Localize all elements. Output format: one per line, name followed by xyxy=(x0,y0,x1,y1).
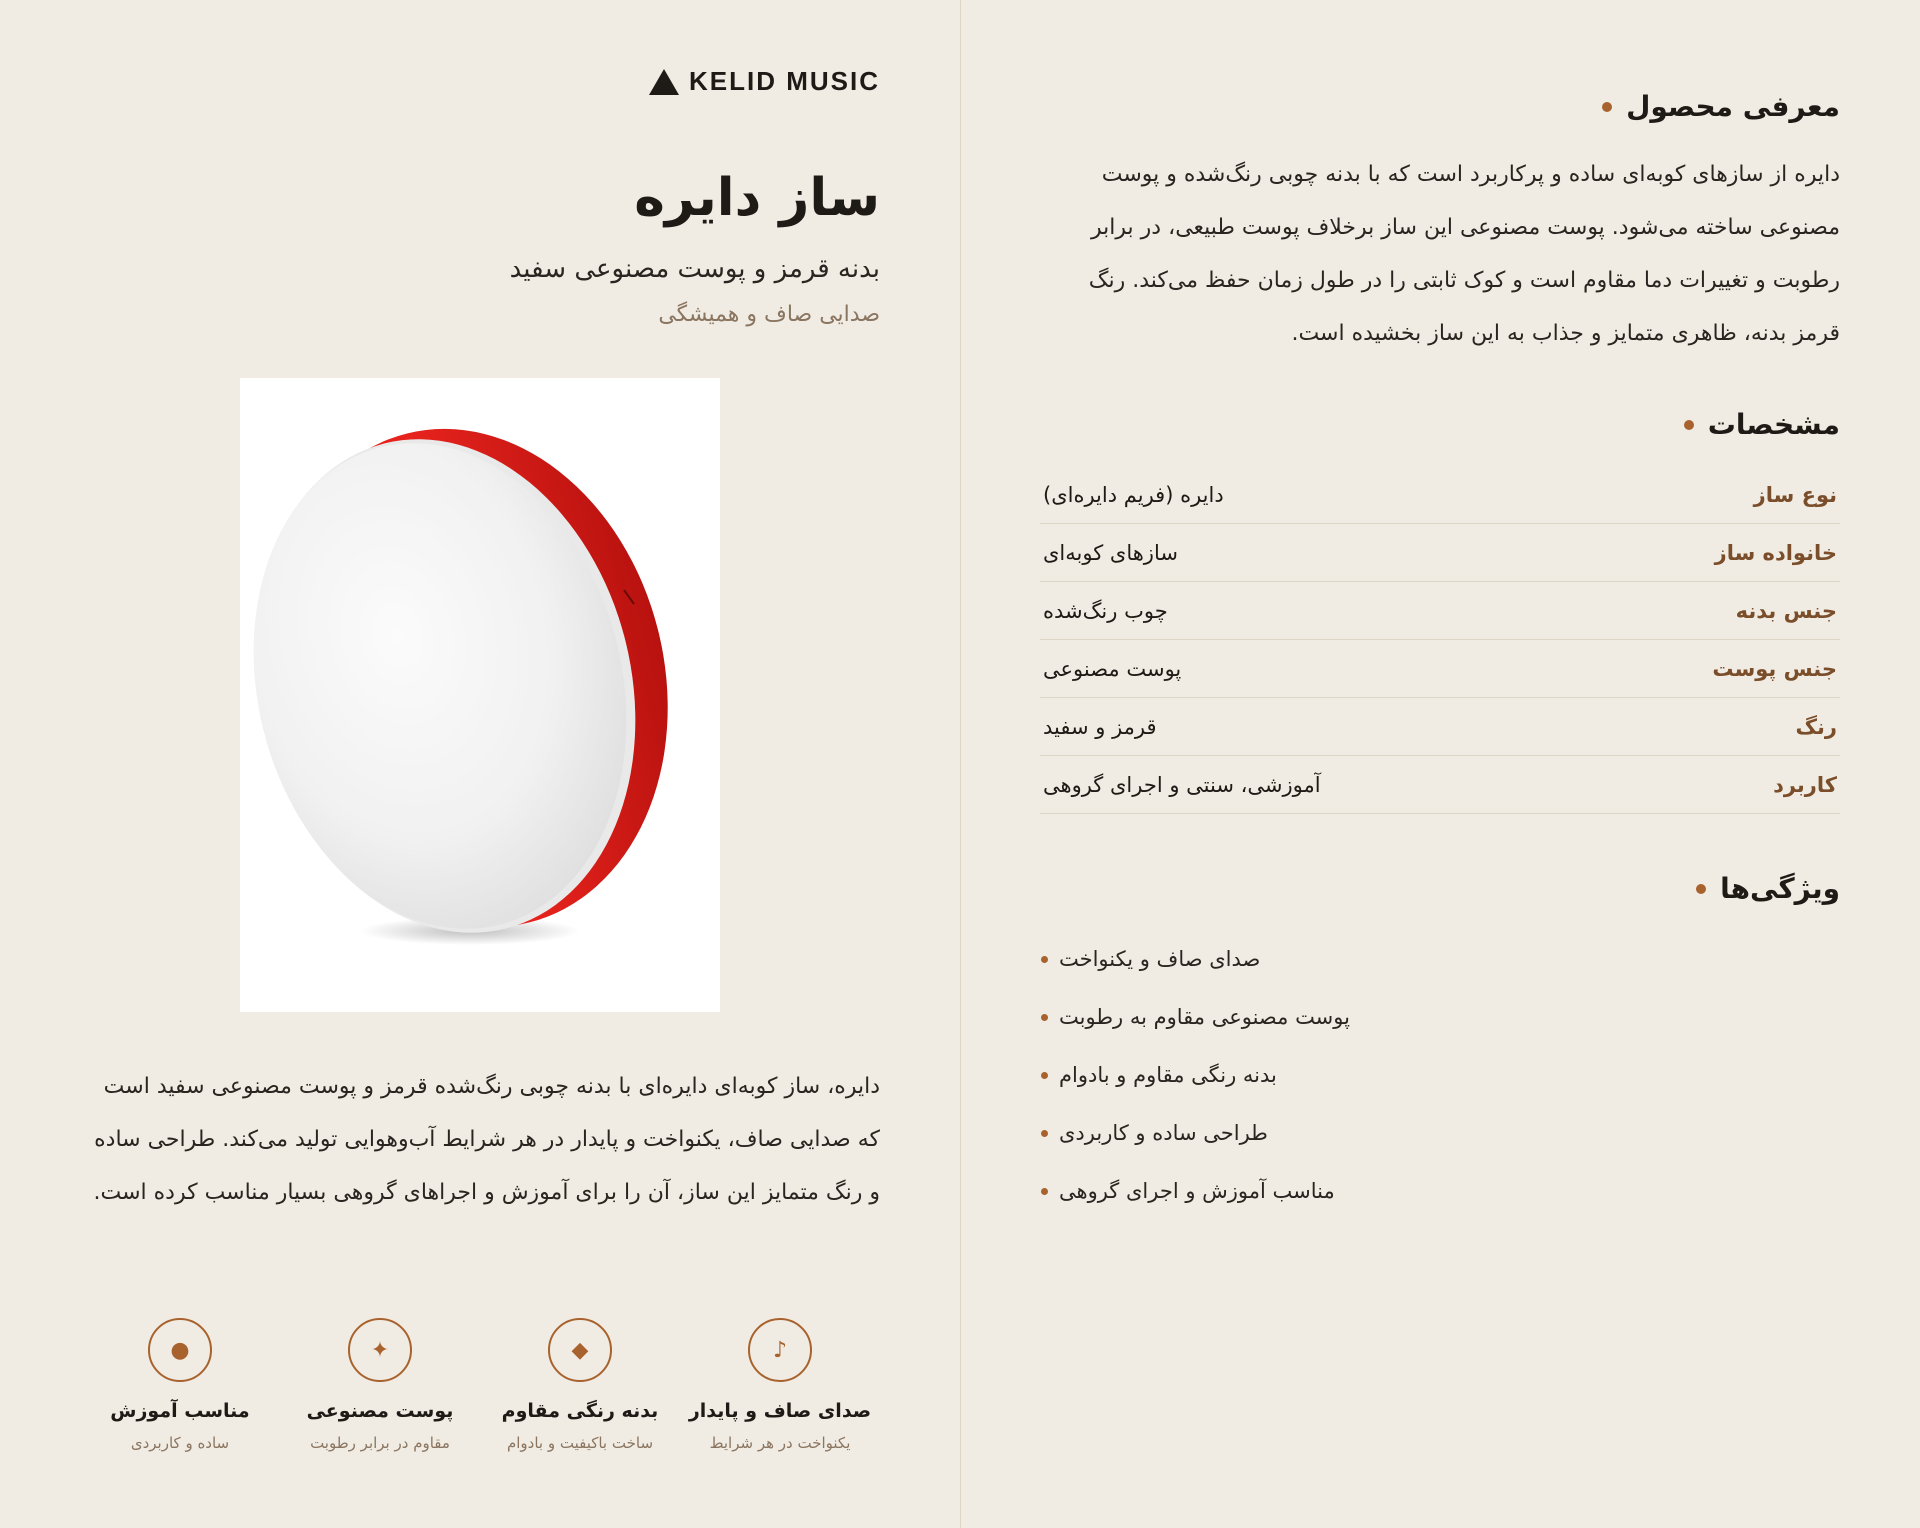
product-details-panel xyxy=(961,0,1920,1528)
spec-key: کاربرد xyxy=(1773,772,1837,797)
feature-title: بدنه رنگی مقاوم xyxy=(501,1400,659,1422)
diamond-icon: ◆ xyxy=(548,1318,612,1382)
bullet-dot-icon xyxy=(1041,1130,1048,1137)
bullet-dot-icon xyxy=(1041,1072,1048,1079)
list-item xyxy=(1041,1046,1841,1104)
triangle-logo-icon xyxy=(649,69,679,95)
spec-key: خانواده ساز xyxy=(1714,540,1837,565)
feature-item xyxy=(680,1318,880,1452)
feature-subtitle: ساده و کاربردی xyxy=(130,1434,230,1452)
list-item xyxy=(1041,1104,1841,1162)
brand-name: KELID MUSIC xyxy=(689,66,880,96)
table-row xyxy=(1040,466,1840,524)
specs-heading xyxy=(1684,408,1840,441)
bullet-dot-icon xyxy=(1041,1014,1048,1021)
features-heading-text: ویژگی‌ها xyxy=(1720,872,1840,905)
features-heading xyxy=(1696,872,1840,905)
list-item-text: طراحی ساده و کاربردی xyxy=(1059,1121,1268,1145)
bullet-dot-icon xyxy=(1696,884,1706,894)
features-list xyxy=(1041,930,1841,1220)
table-row xyxy=(1040,640,1840,698)
feature-subtitle: یکنواخت در هر شرایط xyxy=(709,1434,851,1452)
table-row xyxy=(1040,524,1840,582)
spec-value: پوست مصنوعی xyxy=(1043,656,1182,681)
sparkle-icon: ✦ xyxy=(348,1318,412,1382)
music-note-icon: ♪ xyxy=(748,1318,812,1382)
list-item xyxy=(1041,988,1841,1046)
spec-value: قرمز و سفید xyxy=(1043,714,1157,739)
spec-key: نوع ساز xyxy=(1753,482,1837,507)
product-subtitle: بدنه قرمز و پوست مصنوعی سفید xyxy=(509,254,880,284)
spec-key: جنس بدنه xyxy=(1735,598,1837,623)
specs-heading-text: مشخصات xyxy=(1707,408,1840,441)
product-image xyxy=(240,378,720,1012)
spec-value: چوب رنگ‌شده xyxy=(1043,598,1168,623)
intro-heading xyxy=(1602,90,1840,123)
intro-heading-text: معرفی محصول xyxy=(1626,90,1840,123)
spec-key: جنس پوست xyxy=(1712,656,1837,681)
bullet-dot-icon xyxy=(1041,1188,1048,1195)
feature-subtitle: ساخت باکیفیت و بادوام xyxy=(506,1434,654,1452)
product-title: ساز دایره xyxy=(634,168,880,228)
bullet-dot-icon xyxy=(1602,102,1612,112)
list-item-text: بدنه رنگی مقاوم و بادوام xyxy=(1059,1063,1277,1087)
bullet-dot-icon xyxy=(1684,420,1694,430)
spec-value: سازهای کوبه‌ای xyxy=(1043,540,1178,565)
spec-key: رنگ xyxy=(1795,714,1837,739)
list-item-text: پوست مصنوعی مقاوم به رطوبت xyxy=(1059,1005,1350,1029)
feature-title: صدای صاف و پایدار xyxy=(688,1400,872,1422)
feature-item xyxy=(280,1318,480,1452)
spec-value: آموزشی، سنتی و اجرای گروهی xyxy=(1043,772,1321,797)
product-tagline: صدایی صاف و همیشگی xyxy=(658,302,880,327)
specs-table xyxy=(1040,466,1840,814)
table-row xyxy=(1040,582,1840,640)
list-item xyxy=(1041,1162,1841,1220)
bullet-dot-icon xyxy=(1041,956,1048,963)
feature-item xyxy=(80,1318,280,1452)
product-description: دایره، ساز کوبه‌ای دایره‌ای با بدنه چوبی رنگ‌شده قرمز و پوست مصنوعی سفید است که صدایی صاف، یکنواخت و پایدار در هر شرایط آب‌وهوایی تولید می‌کند. طراحی ساده و رنگ متمایز این ساز، آن را برای آموزش و اجراهای گروهی بسیار مناسب کرده است. xyxy=(93,1074,880,1205)
list-item-text: صدای صاف و یکنواخت xyxy=(1059,947,1261,971)
table-row xyxy=(1040,698,1840,756)
dot-icon: ● xyxy=(148,1318,212,1382)
feature-subtitle: مقاوم در برابر رطوبت xyxy=(310,1434,450,1452)
table-row xyxy=(1040,756,1840,814)
feature-item xyxy=(480,1318,680,1452)
brand-logo[interactable] xyxy=(649,66,880,97)
feature-title: پوست مصنوعی xyxy=(306,1400,454,1422)
list-item xyxy=(1041,930,1841,988)
intro-text: دایره از سازهای کوبه‌ای ساده و پرکاربرد است که با بدنه چوبی رنگ‌شده و پوست مصنوعی ساخته می‌شود. پوست مصنوعی این ساز برخلاف پوست طبیعی، در برابر رطوبت و تغییرات دما مقاوم است و کوک ثابتی را در طول زمان حفظ می‌کند. رنگ قرمز بدنه، ظاهری متمایز و جذاب به این ساز بخشیده است. xyxy=(1088,162,1840,346)
frame-drum-image xyxy=(240,378,720,1012)
feature-highlights xyxy=(80,1318,880,1452)
spec-value: دایره (فریم دایره‌ای) xyxy=(1043,482,1224,507)
list-item-text: مناسب آموزش و اجرای گروهی xyxy=(1059,1179,1335,1203)
feature-title: مناسب آموزش xyxy=(110,1400,250,1422)
